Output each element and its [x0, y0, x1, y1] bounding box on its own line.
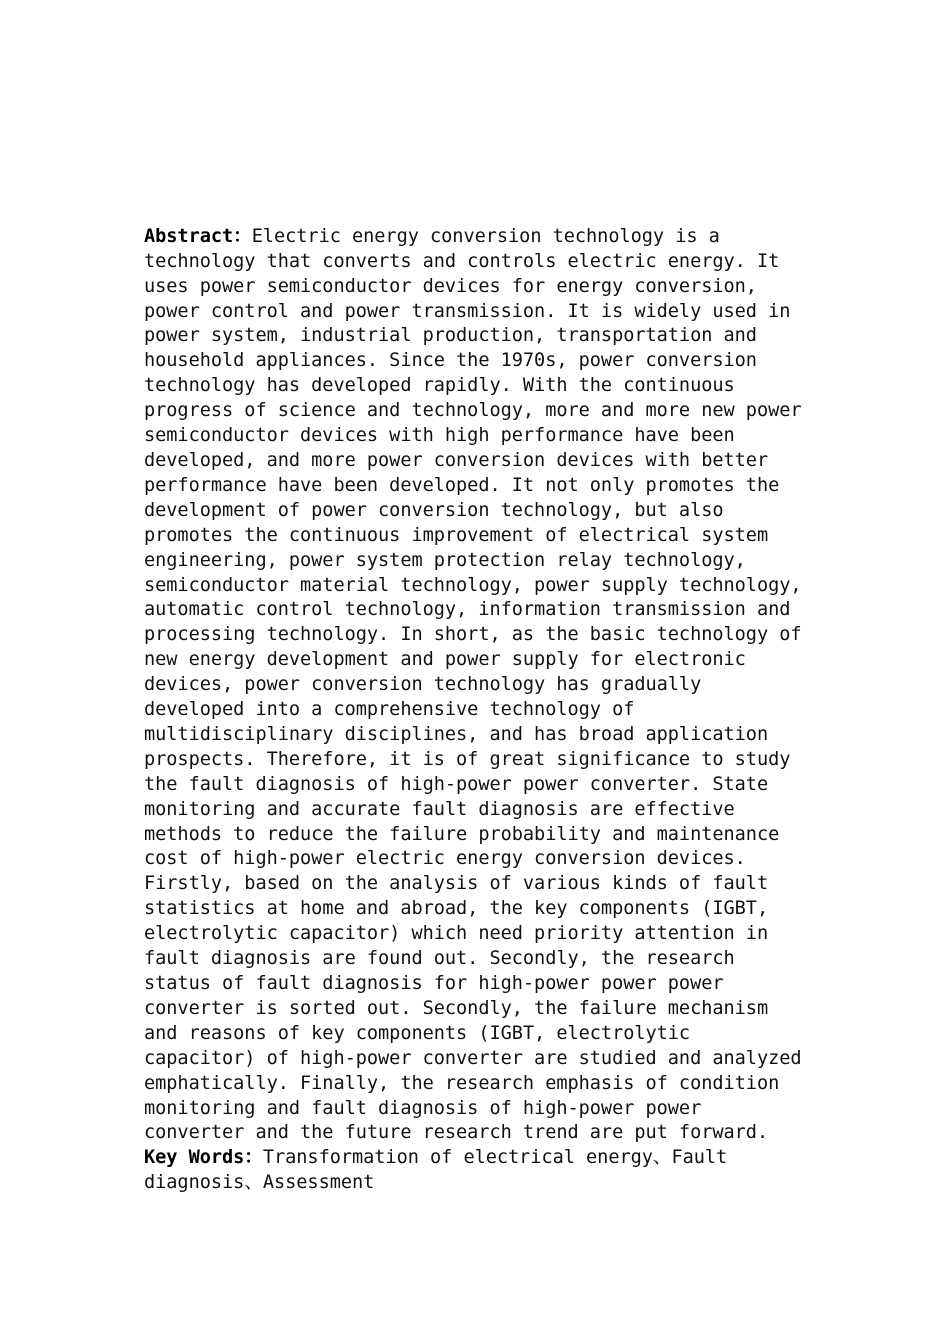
abstract-line: cost of high-power electric energy conversion devices. [144, 848, 746, 870]
abstract-line: the fault diagnosis of high-power power converter. State [144, 773, 769, 795]
abstract-line: emphatically. Finally, the research emphasis of condition [144, 1072, 780, 1094]
keywords-line: diagnosis、Assessment [144, 1172, 375, 1194]
abstract-line: converter is sorted out. Secondly, the failure mechanism [144, 997, 769, 1019]
abstract-line: semiconductor material technology, power supply technology, [144, 574, 802, 596]
abstract-line: development of power conversion technology, but also [144, 499, 724, 521]
abstract-line: developed into a comprehensive technology of [144, 699, 635, 721]
abstract-line: devices, power conversion technology has gradually [144, 674, 702, 696]
abstract-line: uses power semiconductor devices for energy conversion, [144, 275, 757, 297]
abstract-line: electrolytic capacitor) which need priority attention in [144, 923, 769, 945]
keywords-label: Key Words： [144, 1147, 263, 1169]
abstract-line: methods to reduce the failure probability and maintenance [144, 823, 780, 845]
abstract-section [144, 175, 809, 1246]
abstract-line: statistics at home and abroad, the key components (IGBT, [144, 898, 769, 920]
abstract-line: household appliances. Since the 1970s, power conversion [144, 350, 757, 372]
keywords-paragraph [144, 1146, 809, 1196]
abstract-line: engineering, power system protection relay technology, [144, 549, 746, 571]
abstract-line: and reasons of key components (IGBT, electrolytic [144, 1022, 691, 1044]
abstract-line: developed, and more power conversion devices with better [144, 449, 769, 471]
abstract-paragraph [144, 225, 809, 1147]
abstract-line: fault diagnosis are found out. Secondly, the research [144, 948, 735, 970]
abstract-line: prospects. Therefore, it is of great significance to study [144, 748, 791, 770]
abstract-line: capacitor) of high-power converter are studied and analyzed [144, 1047, 802, 1069]
abstract-line: technology has developed rapidly. With the continuous [144, 375, 735, 397]
abstract-line: automatic control technology, information transmission and [144, 599, 791, 621]
abstract-line: monitoring and accurate fault diagnosis are effective [144, 798, 735, 820]
keywords-line: Transformation of electrical energy、Fault [262, 1147, 728, 1169]
abstract-line: technology that converts and controls electric energy. It [144, 250, 780, 272]
abstract-line: Firstly, based on the analysis of various kinds of fault [144, 873, 769, 895]
abstract-line: promotes the continuous improvement of electrical system [144, 524, 769, 546]
abstract-line: monitoring and fault diagnosis of high-power power [144, 1097, 702, 1119]
abstract-line: performance have been developed. It not only promotes the [144, 474, 780, 496]
abstract-line: multidisciplinary disciplines, and has broad application [144, 723, 769, 745]
abstract-line: converter and the future research trend are put forward. [144, 1122, 769, 1144]
abstract-label: Abstract： [144, 225, 252, 247]
abstract-line: progress of science and technology, more and more new power [144, 400, 802, 422]
abstract-line: power system, industrial production, transportation and [144, 325, 757, 347]
abstract-line: processing technology. In short, as the basic technology of [144, 624, 802, 646]
abstract-line: status of fault diagnosis for high-power power power [144, 973, 724, 994]
abstract-line: Electric energy conversion technology is a [251, 225, 720, 247]
abstract-line: new energy development and power supply for electronic [144, 649, 746, 671]
abstract-line: semiconductor devices with high performance have been [144, 425, 735, 447]
abstract-line: power control and power transmission. It is widely used in [144, 300, 791, 322]
